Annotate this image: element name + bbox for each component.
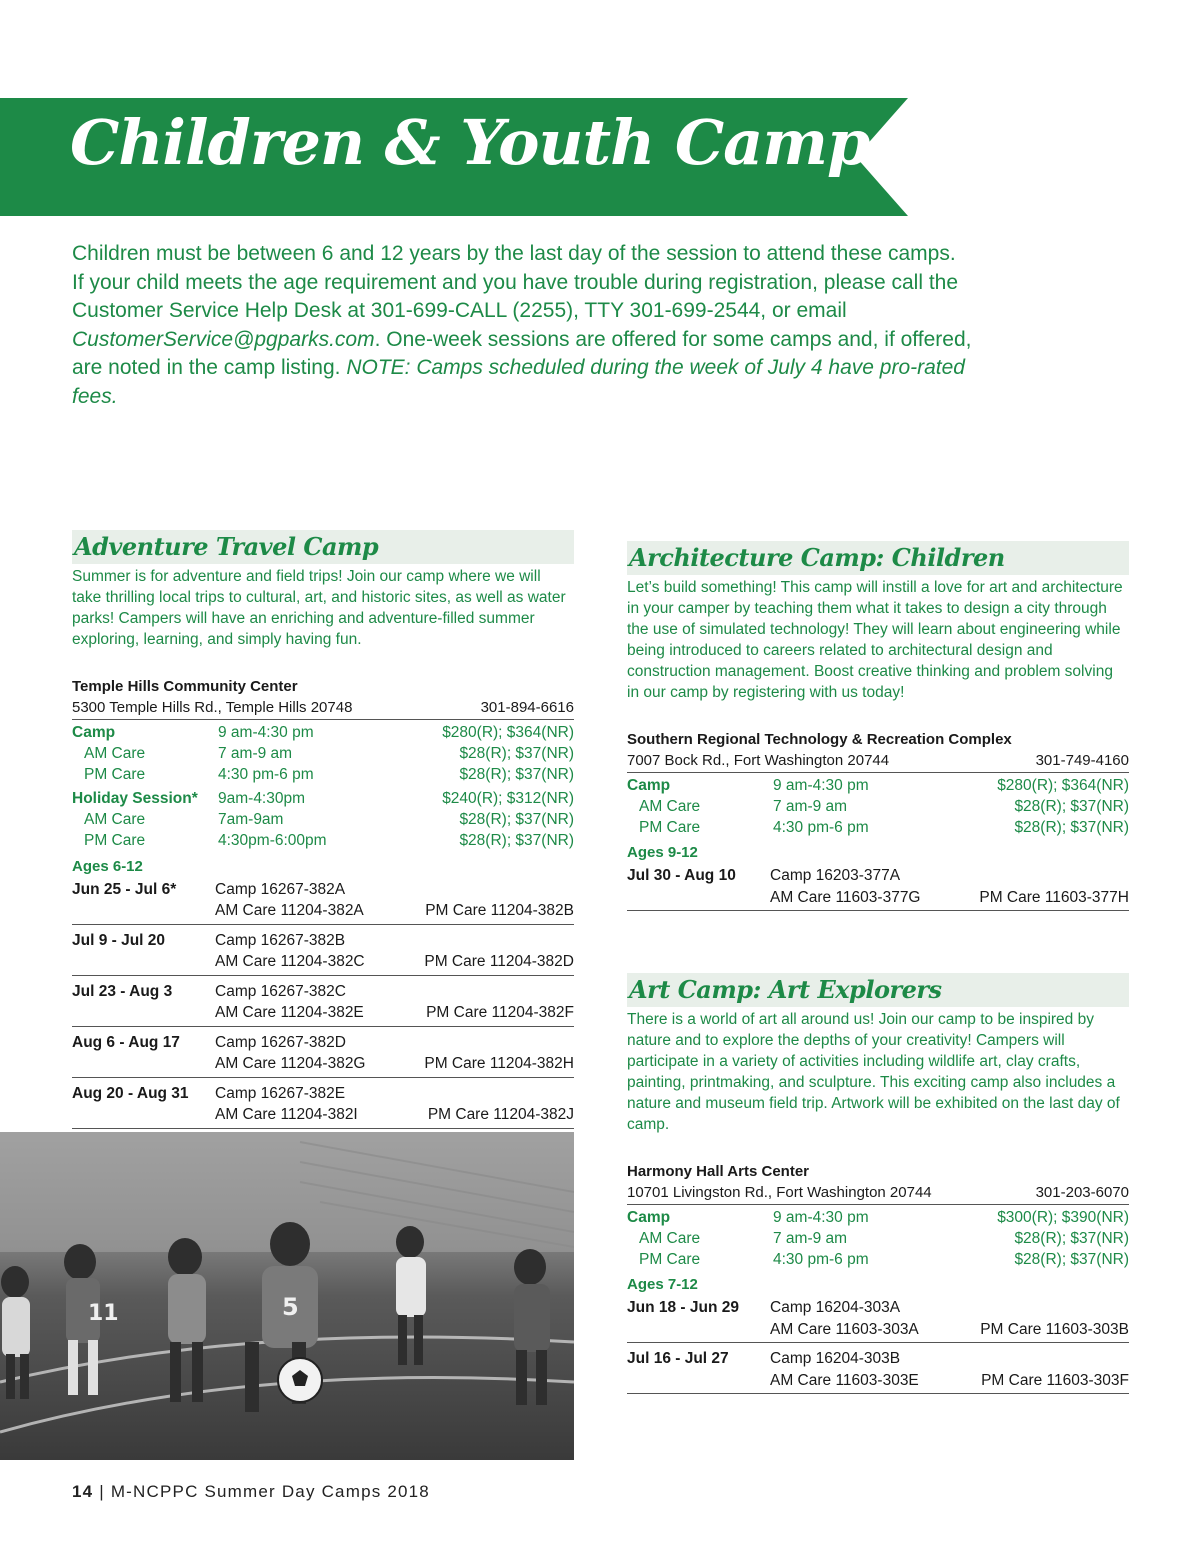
location-line bbox=[627, 750, 1129, 773]
email-link[interactable]: CustomerService@pgparks.com bbox=[72, 327, 375, 351]
adventure-camp-section bbox=[72, 530, 574, 1129]
age-range: Ages 7-12 bbox=[627, 1276, 698, 1294]
session-row bbox=[72, 878, 574, 925]
fee-label: AM Care bbox=[84, 744, 146, 762]
fee-price: $28(R); $37(NR) bbox=[459, 744, 574, 762]
fee-label: PM Care bbox=[84, 765, 146, 783]
fee-time: 9 am-4:30 pm bbox=[773, 777, 869, 794]
session-pm-code: PM Care 11603-377H bbox=[979, 888, 1129, 906]
session-row bbox=[627, 1347, 1129, 1394]
location-phone: 301-894-6616 bbox=[480, 699, 574, 716]
fee-row bbox=[627, 797, 1129, 818]
intro-text-2: . One-week sessions are offered for some camps and, if offered, are noted in the camp listing. bbox=[72, 327, 972, 380]
session-dates: Jun 25 - Jul 6* bbox=[72, 880, 177, 898]
fee-row bbox=[72, 765, 574, 786]
kids-soccer-photo bbox=[0, 1132, 574, 1460]
fee-label: AM Care bbox=[84, 811, 146, 829]
session-am-code: AM Care 11603-303E bbox=[770, 1371, 919, 1389]
location-address: 10701 Livingston Rd., Fort Washington 20744 bbox=[627, 1184, 932, 1201]
location-name: Harmony Hall Arts Center bbox=[627, 1163, 809, 1180]
session-camp-code: Camp 16267-382A bbox=[215, 880, 346, 898]
fee-row bbox=[627, 776, 1129, 797]
fee-row bbox=[627, 1250, 1129, 1271]
session-dates: Jul 9 - Jul 20 bbox=[72, 931, 166, 949]
fee-price: $28(R); $37(NR) bbox=[459, 765, 574, 783]
page-title: Children & Youth Camps bbox=[70, 106, 904, 179]
fee-price: $300(R); $390(NR) bbox=[997, 1209, 1129, 1226]
art-camp-section bbox=[627, 973, 1129, 1394]
location-phone: 301-749-4160 bbox=[1035, 752, 1129, 769]
fee-price: $280(R); $364(NR) bbox=[997, 777, 1129, 794]
session-row bbox=[72, 1031, 574, 1078]
session-pm-code: PM Care 11603-303B bbox=[980, 1320, 1129, 1338]
page-number: 14 bbox=[72, 1482, 94, 1501]
intro-paragraph bbox=[72, 240, 972, 412]
fee-label: Camp bbox=[72, 724, 116, 741]
fee-time: 4:30pm-6:00pm bbox=[218, 831, 327, 849]
fee-label: PM Care bbox=[639, 818, 701, 836]
fee-label: PM Care bbox=[84, 831, 146, 849]
session-camp-code: Camp 16203-377A bbox=[770, 867, 901, 885]
fee-price: $28(R); $37(NR) bbox=[1014, 1229, 1129, 1247]
session-camp-code: Camp 16204-303A bbox=[770, 1299, 901, 1317]
intro-text: Children must be between 6 and 12 years by the last day of the session to attend these camps. If your child meets the age requirement and you have trouble during registration, please call the Customer Service Help Desk at 301-699-CALL (2255), TTY 301-699-2544, or email bbox=[72, 242, 959, 323]
fee-time: 7 am-9 am bbox=[773, 797, 848, 815]
fee-label: AM Care bbox=[639, 1229, 701, 1247]
camp-title: Adventure Travel Camp bbox=[72, 530, 574, 564]
session-am-code: AM Care 11204-382E bbox=[215, 1004, 364, 1022]
fee-price: $240(R); $312(NR) bbox=[442, 790, 574, 808]
session-dates: Jul 30 - Aug 10 bbox=[627, 867, 736, 885]
fee-table bbox=[627, 776, 1129, 838]
fee-time: 7am-9am bbox=[218, 811, 284, 829]
session-am-code: AM Care 11204-382I bbox=[215, 1106, 358, 1124]
session-row bbox=[72, 980, 574, 1027]
page-footer bbox=[72, 1482, 430, 1502]
session-pm-code: PM Care 11204-382J bbox=[427, 1106, 574, 1124]
fee-price: $28(R); $37(NR) bbox=[459, 831, 574, 849]
session-am-code: AM Care 11603-303A bbox=[770, 1320, 919, 1338]
session-am-code: AM Care 11204-382A bbox=[215, 902, 364, 920]
session-row bbox=[72, 1082, 574, 1129]
fee-time: 4:30 pm-6 pm bbox=[773, 818, 869, 836]
fee-table bbox=[627, 1208, 1129, 1270]
fee-row bbox=[72, 831, 574, 852]
fee-price: $280(R); $364(NR) bbox=[442, 724, 574, 741]
fee-time: 9 am-4:30 pm bbox=[218, 724, 314, 741]
svg-text:11: 11 bbox=[88, 1301, 119, 1326]
session-camp-code: Camp 16267-382B bbox=[215, 931, 346, 949]
fee-time: 9am-4:30pm bbox=[218, 790, 306, 808]
intro-note: NOTE: Camps scheduled during the week of July 4 have pro-rated fees. bbox=[72, 356, 965, 408]
session-row bbox=[627, 1296, 1129, 1343]
session-pm-code: PM Care 11204-382H bbox=[424, 1055, 574, 1073]
session-am-code: AM Care 11204-382C bbox=[215, 953, 365, 971]
session-pm-code: PM Care 11204-382D bbox=[424, 953, 574, 971]
fee-price: $28(R); $37(NR) bbox=[1014, 1250, 1129, 1268]
location-line bbox=[627, 1182, 1129, 1205]
fee-label: AM Care bbox=[639, 797, 701, 815]
location-address: 5300 Temple Hills Rd., Temple Hills 20748 bbox=[72, 699, 353, 716]
session-pm-code: PM Care 11603-303F bbox=[981, 1371, 1129, 1389]
session-camp-code: Camp 16267-382C bbox=[215, 982, 346, 1000]
session-pm-code: PM Care 11204-382B bbox=[425, 902, 574, 920]
session-dates: Aug 6 - Aug 17 bbox=[72, 1033, 180, 1051]
session-dates: Aug 20 - Aug 31 bbox=[72, 1084, 189, 1102]
svg-text:5: 5 bbox=[282, 1293, 299, 1321]
session-camp-code: Camp 16204-303B bbox=[770, 1350, 901, 1368]
fee-row bbox=[72, 789, 574, 810]
photo-illustration bbox=[0, 1132, 574, 1460]
fee-label: Camp bbox=[627, 1209, 671, 1226]
fee-price: $28(R); $37(NR) bbox=[1014, 818, 1129, 836]
architecture-camp-section bbox=[627, 541, 1129, 911]
age-range: Ages 6-12 bbox=[72, 857, 143, 875]
age-range: Ages 9-12 bbox=[627, 844, 698, 862]
fee-row bbox=[627, 1208, 1129, 1229]
camp-title: Architecture Camp: Children bbox=[627, 541, 1129, 575]
session-pm-code: PM Care 11204-382F bbox=[426, 1004, 574, 1022]
footer-separator: | bbox=[99, 1482, 105, 1501]
location-name: Southern Regional Technology & Recreation Complex bbox=[627, 731, 1012, 748]
camp-description: There is a world of art all around us! Join our camp to be inspired by nature and to explore the depths of your creativity! Campers will participate in a variety of activities including wildlife art, clay crafts, painting, printmaking, and sculpture. This exciting camp also includes a nature and museum field trip. Artwork will be exhibited on the last day of camp. bbox=[627, 1011, 1120, 1133]
camp-description: Let’s build something! This camp will instill a love for art and architecture in your camper by teaching them what it takes to design a city through the use of simulated technology! They will learn about engineering while being introduced to careers related to architectural design and construction management. Boost creative thinking and problem solving in our camp by registering with us today! bbox=[627, 579, 1123, 701]
fee-label: PM Care bbox=[639, 1250, 701, 1268]
location-address: 7007 Bock Rd., Fort Washington 20744 bbox=[627, 752, 890, 769]
location-line bbox=[72, 697, 574, 720]
fee-price: $28(R); $37(NR) bbox=[459, 811, 574, 829]
location-name: Temple Hills Community Center bbox=[72, 678, 298, 695]
session-row bbox=[627, 864, 1129, 911]
fee-time: 4:30 pm-6 pm bbox=[773, 1250, 869, 1268]
fee-time: 4:30 pm-6 pm bbox=[218, 765, 314, 783]
fee-time: 7 am-9 am bbox=[773, 1229, 848, 1247]
fee-time: 9 am-4:30 pm bbox=[773, 1209, 869, 1226]
session-camp-code: Camp 16267-382E bbox=[215, 1084, 346, 1102]
session-camp-code: Camp 16267-382D bbox=[215, 1033, 346, 1051]
session-am-code: AM Care 11603-377G bbox=[770, 888, 921, 906]
fee-time: 7 am-9 am bbox=[218, 744, 293, 762]
fee-label: Holiday Session* bbox=[72, 790, 198, 808]
fee-row bbox=[72, 810, 574, 831]
camp-title: Art Camp: Art Explorers bbox=[627, 973, 1129, 1007]
fee-row bbox=[72, 723, 574, 744]
fee-row bbox=[627, 818, 1129, 839]
fee-price: $28(R); $37(NR) bbox=[1014, 797, 1129, 815]
camp-description: Summer is for adventure and field trips! Join our camp where we will take thrilling local trips to cultural, art, and historic sites, as well as water parks! Campers will have an enriching and adventure-filled summer exploring, learning, and simply having fun. bbox=[72, 568, 566, 648]
session-am-code: AM Care 11204-382G bbox=[215, 1055, 366, 1073]
fee-row bbox=[627, 1229, 1129, 1250]
session-dates: Jun 18 - Jun 29 bbox=[627, 1299, 739, 1317]
session-dates: Jul 16 - Jul 27 bbox=[627, 1350, 729, 1368]
publication-name: M-NCPPC Summer Day Camps 2018 bbox=[110, 1482, 430, 1501]
fee-row bbox=[72, 744, 574, 765]
session-row bbox=[72, 929, 574, 976]
location-phone: 301-203-6070 bbox=[1035, 1184, 1129, 1201]
session-dates: Jul 23 - Aug 3 bbox=[72, 982, 173, 1000]
fee-table bbox=[72, 723, 574, 852]
fee-label: Camp bbox=[627, 777, 671, 794]
